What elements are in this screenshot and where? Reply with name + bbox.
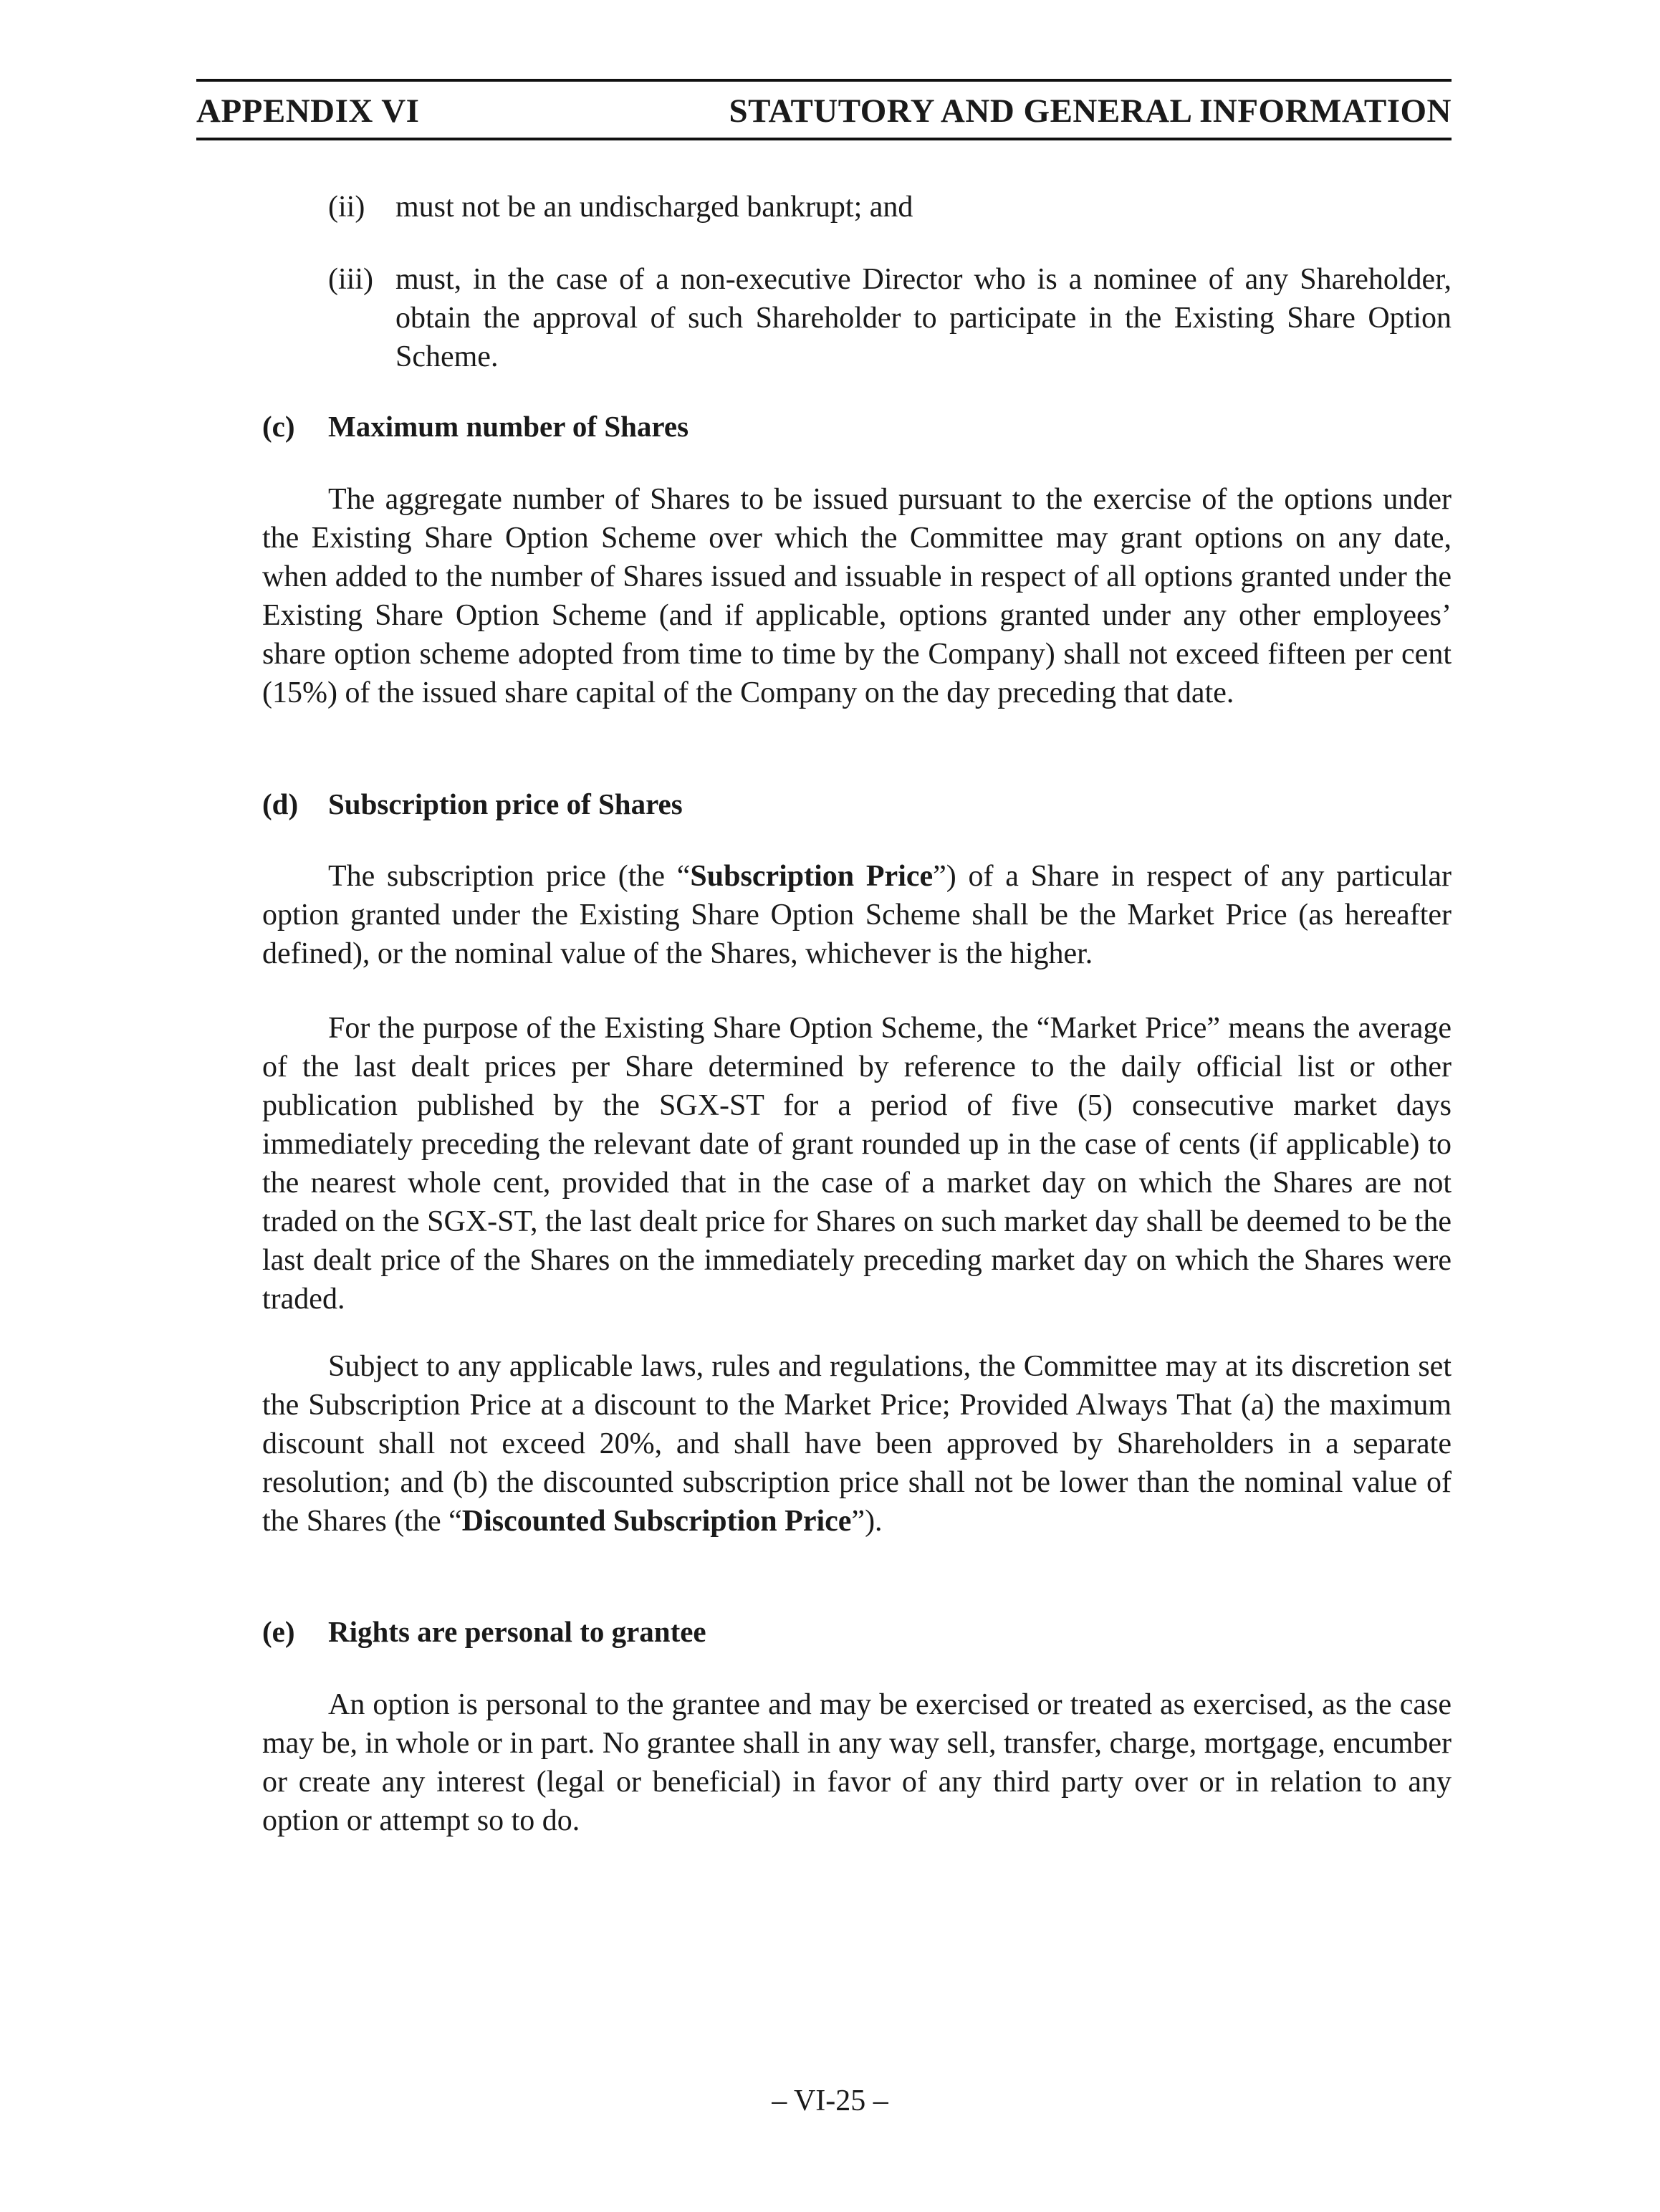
section-title: Maximum number of Shares bbox=[328, 410, 689, 443]
section-heading-e bbox=[262, 1612, 706, 1651]
header-section-title: STATUTORY AND GENERAL INFORMATION bbox=[729, 92, 1452, 130]
list-item-number: (iii) bbox=[328, 263, 373, 296]
paragraph: For the purpose of the Existing Share Option Scheme, the “Market Price” means the average of the last dealt prices per Share determined by reference to the daily official list or other publication published by the SGX-ST for a period of five (5) consecutive market days immediately preceding the relevant date of grant rounded up in the case of cents (if applicable) to the nearest whole cent, provided that in the case of a market day on which the Shares are not traded on the SGX-ST, the last dealt price for Shares on such market day shall be deemed to be the last dealt price of the Shares on the immediately preceding market day on which the Shares were traded. bbox=[262, 1012, 1452, 1316]
list-item-number: (ii) bbox=[328, 191, 365, 224]
paragraph bbox=[262, 1347, 1452, 1541]
section-number: (d) bbox=[262, 787, 299, 820]
paragraph bbox=[262, 857, 1452, 973]
paragraph: An option is personal to the grantee and may be exercised or treated as exercised, as the case may be, in whole or in part. No grantee shall in any way sell, transfer, charge, mortgage, encumber or create any interest (legal or beneficial) in favor of any third party over or in relation to any option or attempt so to do. bbox=[262, 1688, 1452, 1837]
defined-term: Subscription Price bbox=[690, 860, 934, 893]
list-item bbox=[328, 188, 1452, 226]
page-header bbox=[196, 79, 1452, 140]
paragraph: The aggregate number of Shares to be issued pursuant to the exercise of the options under the Existing Share Option Scheme over which the Committee may grant options on any date, when added to the number of Shares issued and issuable in respect of all options granted under the Existing Share Option Scheme (and if applicable, options granted under any other employees’ share option scheme adopted from time to time by the Company) shall not exceed fifteen per cent (15%) of the issued share capital of the Company on the day preceding that date. bbox=[262, 483, 1452, 709]
section-heading-c bbox=[262, 407, 689, 446]
section-number: (c) bbox=[262, 410, 295, 443]
list-item-text: must not be an undischarged bankrupt; and bbox=[395, 191, 913, 224]
section-heading-d bbox=[262, 785, 683, 823]
paragraph-text: ”) of a Share in respect of any particular option granted under the Existing Share Option Scheme shall be the Market Price (as hereafter defined), or the nominal value of the Shares, whichever is the higher. bbox=[262, 860, 1452, 970]
paragraph-text: ”). bbox=[851, 1505, 883, 1538]
section-title: Subscription price of Shares bbox=[328, 787, 683, 820]
header-appendix-label: APPENDIX VI bbox=[196, 92, 420, 130]
list-item bbox=[328, 260, 1452, 376]
defined-term: Discounted Subscription Price bbox=[461, 1505, 852, 1538]
section-number: (e) bbox=[262, 1615, 295, 1648]
section-title: Rights are personal to grantee bbox=[328, 1615, 706, 1648]
paragraph-text: Subject to any applicable laws, rules and regulations, the Committee may at its discretion set the Subscription Price at a discount to the Market Price; Provided Always That (a) the maximum discount shall not exceed 20%, and shall have been approved by Shareholders in a separate resolution; and (b) the discounted subscription price shall not be lower than the nominal value of the Shares (the “ bbox=[262, 1350, 1452, 1538]
paragraph-text: The subscription price (the “ bbox=[328, 860, 691, 893]
page-number: – VI-25 – bbox=[772, 2084, 888, 2117]
list-item-text: must, in the case of a non-executive Director who is a nominee of any Shareholder, obtain the approval of such Shareholder to participate in the Existing Share Option Scheme. bbox=[395, 263, 1452, 373]
